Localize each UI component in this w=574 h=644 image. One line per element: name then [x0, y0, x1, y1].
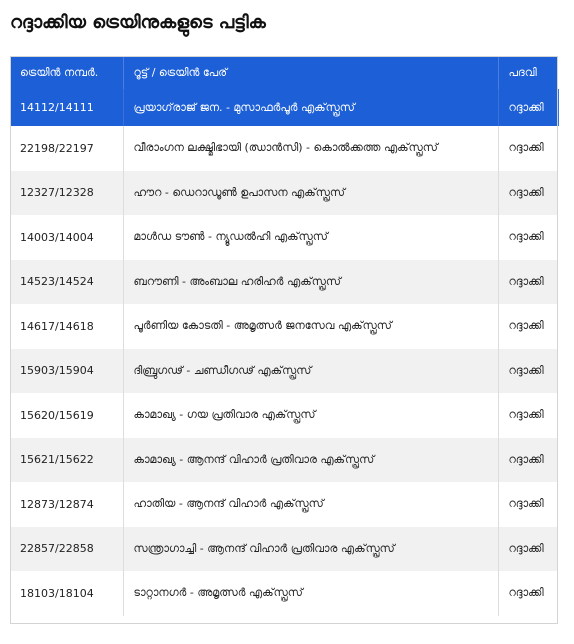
table-row: [10, 482, 558, 527]
status-cell: റദ്ദാക്കി: [508, 408, 544, 422]
train-number-cell: 12873/12874: [10, 482, 123, 527]
cancelled-trains-table: [10, 56, 559, 616]
page-title: റദ്ദാക്കിയ ട്രെയിനുകളുടെ പട്ടിക: [10, 12, 266, 33]
train-number-cell: 15621/15622: [10, 438, 123, 483]
train-number-cell: 14003/14004: [10, 215, 123, 260]
table-row: [10, 171, 558, 216]
route-cell: കാമാഖ്യ - ഗയ പ്രതിവാര എക്‌സ്പ്രസ്: [123, 393, 498, 438]
route-cell: ടാറ്റാനഗർ - അമൃത്സർ എക്‌സ്പ്രസ്: [123, 571, 498, 616]
route-cell: ഹാതിയ - ആനന്ദ് വിഹാർ എക്‌സ്പ്രസ്: [123, 482, 498, 527]
route-cell: പൂർണിയ കോടതി - അമൃത്സർ ജനസേവ എക്‌സ്പ്രസ്: [123, 304, 498, 349]
table-row: [10, 438, 558, 483]
train-number-cell: 14617/14618: [10, 304, 123, 349]
header-row: [10, 56, 558, 89]
train-number-cell: 18103/18104: [10, 571, 123, 616]
status-cell: റദ്ദാക്കി: [508, 586, 544, 600]
train-number-cell: 14523/14524: [10, 260, 123, 305]
train-number-cell: 22857/22858: [10, 527, 123, 572]
train-number-cell: 15620/15619: [10, 393, 123, 438]
route-cell: പ്രയാഗ്‌രാജ് ജന. - മുസാഫർപൂർ എക്‌സ്പ്രസ്: [123, 89, 498, 126]
table-row: [10, 393, 558, 438]
table-row: [10, 349, 558, 394]
table-row: [10, 215, 558, 260]
table-row: [10, 571, 558, 616]
table-row: [10, 304, 558, 349]
train-number-cell: 15903/15904: [10, 349, 123, 394]
table-row: [10, 126, 558, 171]
status-cell: റദ്ദാക്കി: [508, 541, 544, 555]
status-cell: റദ്ദാക്കി: [498, 89, 558, 126]
route-cell: ദിബ്രുഗഢ് - ചണ്ഡീഗഢ് എക്‌സ്പ്രസ്: [123, 349, 498, 394]
train-number-cell: 14112/14111: [10, 89, 123, 126]
table-header: [10, 56, 558, 89]
route-cell: വീരാംഗന ലക്ഷ്മിഭായി (ഝാൻസി) - കൊൽക്കത്ത എക്‌സ്പ്രസ്: [123, 126, 498, 171]
train-number-cell: 12327/12328: [10, 171, 123, 216]
table-body: [10, 89, 558, 616]
status-cell: റദ്ദാക്കി: [508, 497, 544, 511]
train-number-cell: 22198/22197: [10, 126, 123, 171]
table-row: [10, 527, 558, 572]
route-cell: ബറൗണി - അംബാല ഹരിഹർ എക്‌സ്പ്രസ്: [123, 260, 498, 305]
route-cell: മാൾഡ ടൗൺ - ന്യൂഡൽഹി എക്‌സ്പ്രസ്: [123, 215, 498, 260]
status-cell: റദ്ദാക്കി: [508, 363, 544, 377]
table-row: [10, 89, 558, 126]
route-cell: ഹൗറ - ഡെറാഡൂൺ ഉപാസന എക്‌സ്പ്രസ്: [123, 171, 498, 216]
route-cell: കാമാഖ്യ - ആനന്ദ് വിഹാർ പ്രതിവാര എക്‌സ്പ്രസ്: [123, 438, 498, 483]
status-cell: റദ്ദാക്കി: [508, 141, 544, 155]
status-cell: റദ്ദാക്കി: [508, 452, 544, 466]
status-cell: റദ്ദാക്കി: [508, 185, 544, 199]
route-cell: സന്ത്രാഗാച്ചി - ആനന്ദ് വിഹാർ പ്രതിവാര എക്‌സ്പ്രസ്: [123, 527, 498, 572]
header-status: പദവി: [508, 65, 537, 79]
header-train-number: ട്രെയിൻ നമ്പർ.: [10, 56, 123, 89]
status-cell: റദ്ദാക്കി: [508, 274, 544, 288]
table-row: [10, 260, 558, 305]
status-cell: റദ്ദാക്കി: [508, 319, 544, 333]
header-route: റൂട്ട് / ട്രെയിൻ പേര്: [123, 56, 498, 89]
status-cell: റദ്ദാക്കി: [508, 230, 544, 244]
